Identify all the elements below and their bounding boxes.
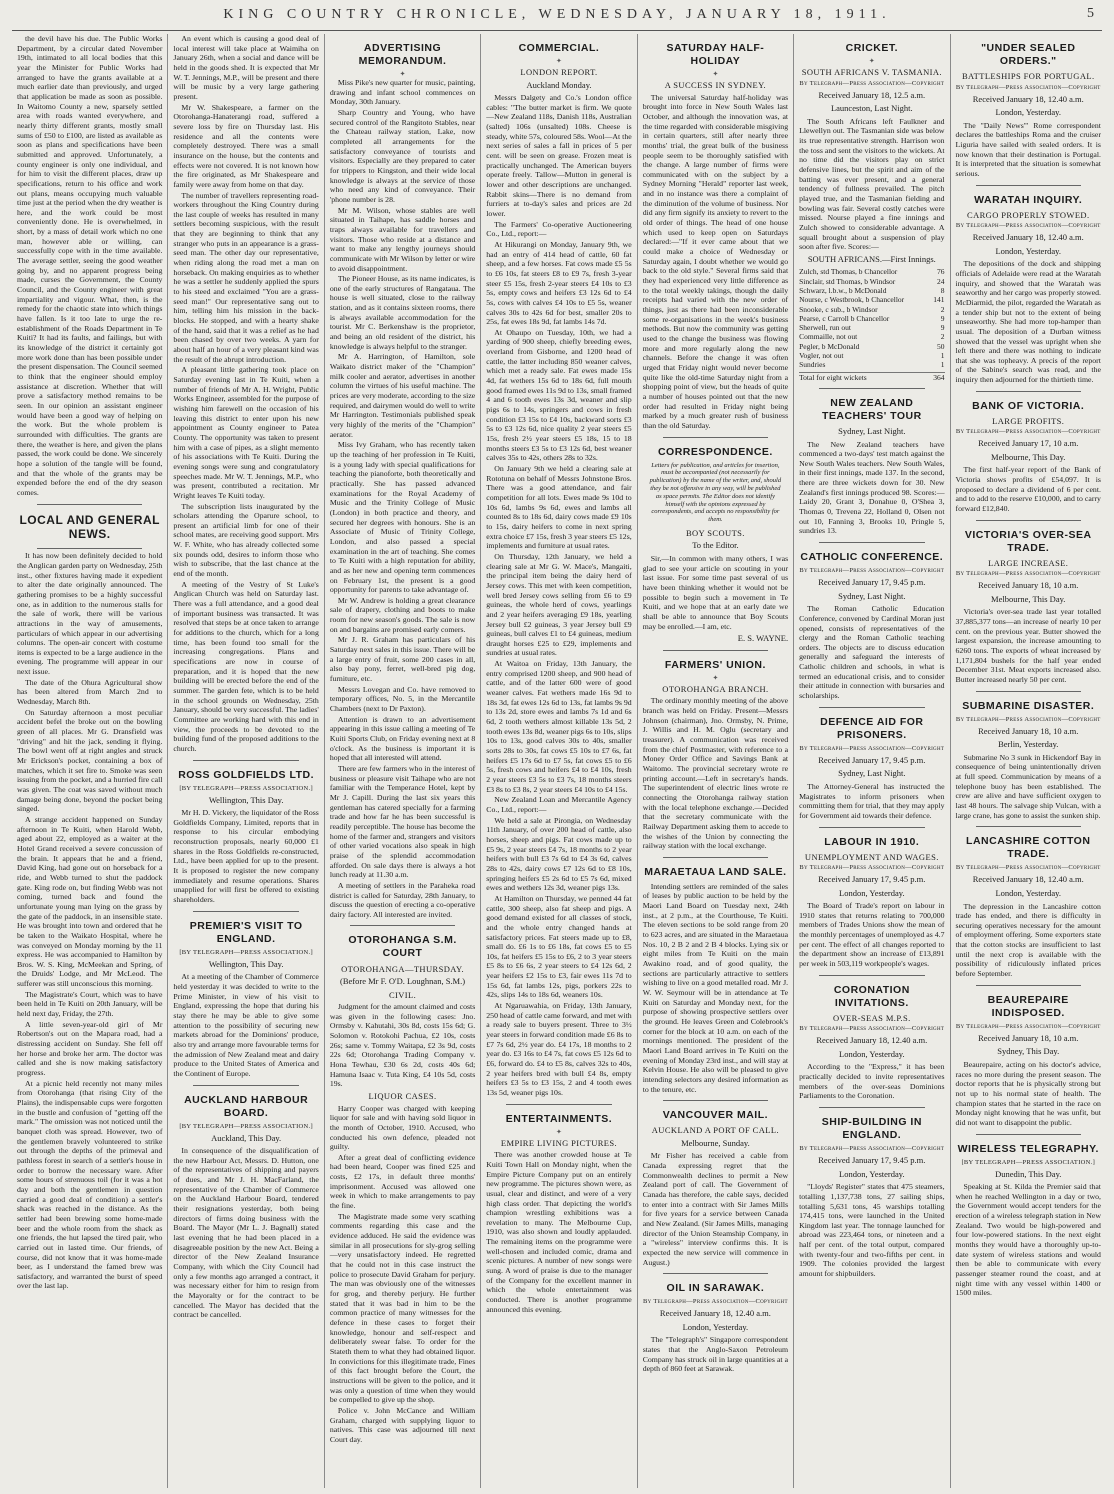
- divider: [976, 391, 1081, 392]
- article-heading: PREMIER'S VISIT TO ENGLAND.: [189, 919, 303, 945]
- column-5: [638, 34, 794, 1488]
- byline: By Telegraph—Press Association—Copyright: [955, 864, 1101, 872]
- runs: 2: [940, 304, 945, 314]
- letter-text: Sir,—In common with many others, I was glad to see your article on scouting in your last issue. For some time past several of us have been thinking whether it would not be possible to begin such a movement in Te Kuiti, and we hope that at an early date we shall be able to announce that Boy Scouts may be enrolled.—I am, etc.: [642, 553, 789, 631]
- paragraph: At Waitoa on Friday, 13th January, the entry comprised 1200 sheep, and 900 head of cattle, and of the latter 600 were of good weaner calves. Fat wethers made 16s 9d to 18s 3d, fat ewes 12s 6d to 13s, fat lambs 9s 9d to 13s 2d, store ewes and lambs 7s 1d and 6s 6d, 2 tooth wethers almost killable 13s 5d, 2 tooth ewes 13s 8d, weaner pigs 6s to 10s, slips 10s to 13s, good calves 30s to 40s, smaller sorts 28s to 30s, fat cows £5 10s to £7 6s, fat heifers £5 17s 6d to £7 5s, fat cows £5 to £6 5s, fresh cows and heifers £4 to £4 10s, fresh 2 year steers £3 5s to £3 7s, 18 months steers £3 8s to £3 8s, 2 year steers £4 10s to £4 15s.: [486, 659, 632, 794]
- article-heading: DEFENCE AID FOR PRISONERS.: [820, 715, 924, 741]
- article-heading: VANCOUVER MAIL.: [662, 1109, 769, 1122]
- article-heading: CATHOLIC CONFERENCE.: [800, 551, 944, 564]
- dateline: Melbourne, This Day.: [991, 593, 1066, 604]
- runs: 9: [940, 313, 945, 323]
- scorecard-total: [799, 372, 944, 382]
- received-line: Received January 18, 12.40 a.m.: [972, 93, 1084, 104]
- article-heading: BEAUREPAIRE INDISPOSED.: [987, 993, 1069, 1019]
- article-heading: LOCAL AND GENERAL NEWS.: [19, 512, 160, 542]
- entertainments-text: [486, 1150, 631, 1314]
- byline: By Telegraph—Press Association—Copyright: [799, 79, 945, 87]
- paragraph: On January 9th we held a clearing sale at Rototuna on behalf of Messrs Johnstone Bros. There was a good attendance, and fair competition for all lots. Ewes made 9s 10d to 10s 6d, lambs 9s 6d, ewes and lambs all counted 8s to 18s 6d, dairy cows made £9 10s to 15s, dairy heifers to come in next spring extra choice £7 15s, fresh 3 year steers £5 12s, implements and furniture at usual rates.: [486, 464, 632, 551]
- batsman: Pegler, b McDonald: [799, 341, 860, 351]
- subheading: SOUTH AFRICANS V. TASMANIA.: [801, 67, 942, 78]
- paragraph: At Ohaupo on Tuesday, 10th, we had a yarding of 900 sheep, chiefly breeding ewes, overland from Gisborne, and 1200 head of cattle, the latter including 850 weaner calves, which met a ready sale. Fat ewes made 15s 4d, fat wethers 15s 6d to 18s 6d, full mouth good framed ewes 11s 9d to 13s, small framed 4 and 6 tooth ewes 13s 3d, weaner and slip pigs 6s to 14s, springers and cows in fresh condition £3 15s to £4 10s, backward sorts £3 5s to £3 12s 6d, nice quality 2 year steers £5 15s, fresh 2½ year steers £5 18s, 15 to 18 months steers £3 5s to £3 12s 6d, best weaner calves 35s to 42s, others 28s to 32s.: [486, 327, 632, 463]
- subheading: UNEMPLOYMENT AND WAGES.: [804, 851, 939, 862]
- subheading: CARGO PROPERLY STOWED.: [967, 209, 1090, 220]
- advertising-text: [330, 78, 475, 919]
- received-line: Received January 17, 9.45 p.m.: [818, 1155, 926, 1166]
- article-text: The "Telegraph's" Singapore correspondent states that the Anglo-Saxon Petroleum Company has struck oil in large quantities at a depth of 860 feet at Sarawak.: [642, 1335, 789, 1374]
- dateline: Melbourne, Sunday.: [681, 1137, 750, 1148]
- article-text: The first half-year report of the Bank of Victoria shows profits of £54,097. It is proposed to declare a dividend of 6 per cent. and to add to the reserve £10,000, and to carry forward £12,840.: [955, 465, 1101, 514]
- paragraph: the devil have his due. The Public Works Department, by a circular dated November 19th, intimated to all local bodies that this year the Minister for Public Works had arranged to have the grants available at a much earlier date than previously, and urged that application be made as soon as possible. In Waitomo County a new, sparsely settled area with roads wanted everywhere, and nearly thirty different grants, mostly small sums of £50 to £100, are listed as available as soon as plans and specifications have been submitted and approved. Unfortunately, a county engineer is only one individual, and for him to visit the different places, draw up specifications, return to his office and work out plans, means occupying much valuable time just at the period when the dry weather is here, and the work could be most conveniently done. He is overwhelmed, in short, by a mass of detail work which no one man, however able or willing, can successfully cope with in the time available. The average settler, seeing the good weather going by, and no apparent progress being made, curses the Government, the County Council, and the County engineer with great impartiality and vigour. What, then, is the remedy for the chaotic state into which things have fallen. Is it too late to urge the re-establishment of the Roads Department in Te Kuiti? It had its faults, and failings, but with its knowledge of the district it certainly got more work done than has been possible under the present dispensation. The Council seemed to think that the engineer should employ assistance at discretion. Whether that will prove a satisfactory method remains to be seen. In our opinion an assistant engineer would have been a good way of helping on the work. But the whole problem is surrounded with difficulties. The grants are there, the weather is here, and given the plans passed, the work could be done. We sincerely hope a solution of the tangle will be found, and that the whole of the grants may be expended before the end of the dry season comes.: [17, 34, 163, 497]
- paragraph: Attention is drawn to an advertisement appearing in this issue calling a meeting of Te Kuiti Sports Club, on Friday evening next at 8 o'clock. As the business is important it is hoped that all interested will attend.: [329, 714, 476, 763]
- batsman: Sundries: [799, 360, 826, 370]
- subheading: LONDON REPORT.: [520, 67, 598, 78]
- article-heading: WARATAH INQUIRY.: [974, 193, 1083, 206]
- dateline: London, Yesterday.: [995, 107, 1062, 118]
- column-1: [12, 34, 168, 1488]
- byline: By Telegraph—Press Association—Copyright: [955, 428, 1101, 436]
- paragraph: A strange accident happened on Sunday afternoon in Te Kuiti, when Harold Webb, aged about 22, employed as a waiter at the Hotel Grand received a severe concussion of the brain. It appears that he and a friend, David King, had gone out on horseback for a ride, and Webb turned to shut the paddock gate. King rode on, but finding Webb was not coming, turned back and found the unfortunate young man lying on the grass by the gate of the paddock, in an insensible state. He was brought into town and ordered that he be taken to the Waikato Hospital, where he was conveyed on Monday morning by the 11 express. He was accompanied to Hamilton by Bros. W. S. King, McMeekan and Spring, of the Druids' Lodge, and Mr McLeod. The sufferer was still unconscious this morning.: [17, 814, 163, 989]
- article-heading: "UNDER SEALED ORDERS.": [981, 42, 1076, 68]
- article-text: The Roman Catholic Education Conference, convened by Cardinal Moran just opened, consists of representatives of the clergy and the Roman Catholic teaching orders. The objects are to discuss education generally and safeguard the interests of Catholic children and schools, in what is termed an educational crisis, and to consider their attitude in connection with bursaries and scholarships.: [799, 604, 945, 701]
- batsman: Vogler, not out: [799, 351, 844, 361]
- divider: [976, 691, 1081, 692]
- column-2: [168, 34, 324, 1488]
- divider: [819, 827, 924, 828]
- masthead-rule: [12, 30, 1102, 31]
- article-text: Beaurepaire, acting on his doctor's advice, races no more during the present season. The doctor reports that he is physically strong but not up to his normal state of health. The champion states that he started in the race on Monday night knowing that he was unfit, but did not want to disappoint the public.: [955, 1059, 1101, 1127]
- article-text: The Attorney-General has instructed the Magistrates to inform prisoners when committing them for trial, that they may apply for Government aid towards their defence.: [799, 781, 945, 820]
- received-line: Received January 18, 10 a.m.: [978, 580, 1079, 591]
- paragraph: The Magistrate made some very scathing comments regarding this case and the evidence adduced. He said the evidence was similar in all prosecutions for sly-grog selling—very unsatisfactory indeed. He regretted that he could not in this case instruct the police to prosecute David Graham for perjury. The man was obviously one of the witnesses for grog, and thereby perjury. He further stated that it was bad in him to be the common practice of many witnesses for the defence in these cases to forget their knowledge, honour and self-respect and deliberately swear false. To order for the Stateth them to what they had obtained liquor. In convictions for this illegitimate trade, Fines of this fact brought before the Court, the instructions will be given to the police, and it was only a question of time when they would be compelled to give up the shop.: [329, 1211, 476, 1405]
- column-7: [951, 34, 1106, 1488]
- runs: 2: [940, 332, 945, 342]
- score-row: [799, 295, 944, 304]
- subheading: LARGE PROFITS.: [992, 415, 1065, 426]
- article-heading: AUCKLAND HARBOUR BOARD.: [184, 1093, 309, 1119]
- byline: By Telegraph—Press Association—Copyright: [799, 567, 945, 575]
- runs: 9: [940, 323, 945, 333]
- total-label: Total for eight wickets: [799, 372, 867, 382]
- article-text: "Lloyds' Register" states that 475 steamers, totalling 1,137,738 tons, 27 sailing ships, totalling 5,631 tons, 45 warships totalling 174,415 tons, were launched in the United Kingdom last year. The tonnage launched for abroad was 223,464 tons, or nineteen and a half per cent. of the total output, compared with twenty-four and two-fifths per cent. in 1909. The colonies provided the largest amount for shipbuilders.: [799, 1182, 945, 1279]
- innings-title: SOUTH AFRICANS.—First Innings.: [807, 253, 936, 264]
- page-number: 5: [1087, 6, 1094, 21]
- byline: [BY TELEGRAPH—PRESS ASSOCIATION.]: [179, 948, 313, 956]
- byline: By Telegraph—Press Association—Copyright: [799, 744, 945, 752]
- ornament: ✦: [556, 57, 562, 66]
- paragraph: Mr J. R. Graham has particulars of his Saturday next sales in this issue. There will be a large entry of fruit, some 200 cases in all, also bay pony, ferret, well-bred pig dog, furniture, etc.: [329, 635, 476, 684]
- byline: By Telegraph—Press Association—Copyright: [799, 864, 945, 872]
- received-line: Received January 18, 12.5 a.m.: [818, 89, 926, 100]
- subheading: CIVIL.: [388, 989, 417, 1000]
- paragraph: The number of travellers representing road-workers throughout the King Country during the last couple of weeks has resulted in many settlers becoming suspicious, with the result that they are beginning to think that any stranger who puts in an appearance is a grass-seed man. The other day our representative, when riding along the road met a man on horseback. On making enquiries as to whether he was a settler he suddenly applied the spurs to his steed and exclaimed "You are a grass-seed man!" Our representative sang out to him, telling him his mission in the back-blocks. He stopped, and with a hearty shake of the hand, said that it was a relief as he had been chased by over two weeks. A yarn for about half an hour of a very pleasant kind was the result of the abrupt introduction.: [173, 190, 319, 364]
- divider: [663, 1100, 768, 1101]
- commercial-text: [486, 93, 631, 1098]
- received-line: Received January 18, 10 a.m.: [978, 1032, 1079, 1043]
- article-text: The "Daily News'" Rome correspondent declares the battleships Roma and the cruiser Liguria have sailed with sealed orders. It is now known that their destination is Portugal. It is interpreted that the situation is somewhat serious.: [955, 120, 1101, 178]
- dateline: London, Yesterday.: [995, 887, 1062, 898]
- paragraph: We held a sale at Pirongia, on Wednesday 11th January, of over 200 head of cattle, also horses, sheep and pigs. Fat cows made up to £5 9s, 2 year steers £4 7s, 18 months to 2 year heifers with bull £3 7s 6d to £4 3s 6d, calves 28s to 42s, dairy cows £7 12s 6d to £8 10s, springing heifers £5 2s 6d to £5 7s 6d, mixed ewes and wethers 12s 3d, weaner pigs 13s.: [486, 815, 632, 893]
- divider: [350, 925, 455, 926]
- article-heading: SHIP-BUILDING IN ENGLAND.: [821, 1116, 922, 1142]
- divider: [976, 985, 1081, 986]
- article-heading: ROSS GOLDFIELDS LTD.: [178, 768, 315, 781]
- masthead-title: KING COUNTRY CHRONICLE, WEDNESDAY, JANUARY 18, 1911.: [223, 7, 891, 22]
- paragraph: The Farmers' Co-operative Auctioneering Co., Ltd., report:—: [486, 219, 632, 239]
- paragraph: The Magistrate's Court, which was to have been held in Te Kuiti on 20th January, will be held next day, Friday, the 27th.: [17, 989, 163, 1019]
- article-heading: ADVERTISING MEMORANDUM.: [358, 42, 447, 68]
- subheading: OVER-SEAS M.P.S.: [832, 1012, 911, 1023]
- paragraph: At Hamilton on Thursday, we penned 44 fat cattle, 300 sheep, also fat sheep and pigs. A good demand existed for all classes of stock, and the whole entry changed hands at satisfactory prices. Fat steers made up to £8, small do. £6 1s to £6 18s, fat cows £5 to £5 10s, fat heifers £5 15s to £6, 2 to 3 year steers £5 8s to £6 6s, 2 year steers to £4 12s 6d, 2 year heifers £2 15s to £3, fair ewes 11s 7d to 15s 6d, fat lambs 12s, pigs, porkers 22s to 42s, slips 14s to 18s 6d, weaners 10s.: [486, 893, 632, 1000]
- total-value: 364: [933, 372, 945, 382]
- subheading: BATTLESHIPS FOR PORTUGAL.: [961, 71, 1095, 82]
- divider: [819, 707, 924, 708]
- column-6: [794, 34, 950, 1488]
- dateline: London, Yesterday.: [839, 1168, 905, 1179]
- article-heading: FARMERS' UNION.: [664, 658, 766, 671]
- editorial-text: [17, 34, 162, 498]
- article-heading: SUBMARINE DISASTER.: [962, 699, 1095, 712]
- dateline: (Before Mr F. O'D. Loughnan, S.M.): [340, 976, 466, 987]
- divider: [663, 1273, 768, 1274]
- byline: By Telegraph—Press Association—Copyright: [799, 1145, 945, 1153]
- article-heading: CRICKET.: [845, 42, 899, 54]
- paragraph: Mr W. Shakespeare, a farmer on the Otorohanga-Hanaterangi road, suffered a severe loss by fire on Thursday last. His residence and all the contents were completely destroyed. There was a small insurance on the house, but the contents and effects were not covered. It is not known how the fire originated, as Mr Shakespeare and family were away from home on that day.: [173, 102, 319, 189]
- article-heading: LANCASHIRE COTTON TRADE.: [966, 835, 1091, 861]
- article-text: In consequence of the disqualification of the new Harbour Act, Messrs. D. Hutton, one of the representatives of shipping and payers of dues, and Mr J. H. MacFarland, the representative of the Chamber of Commerce on the Auckland Harbour Board, tendered their resignations yesterday, both being directors of firms doing business with the Board. The Mayor (Mr L. J. Bagnall) stated last evening that he had been placed in a disagreeable position by the new Act. Being a director of the New Zealand Insurance Company, with which the City Council had only a few months ago arranged a contract, it was necessary either for him to resign from the Mayoralty or for the contract to be cancelled. The Mayor has decided that the contract be cancelled.: [173, 1146, 319, 1320]
- divider: [37, 504, 142, 505]
- divider: [663, 437, 768, 438]
- article-text: According to the "Express," it has been practically decided to invite representatives members of the over-seas Dominions Parliaments to the Coronation.: [799, 1062, 945, 1101]
- divider: [819, 388, 924, 389]
- byline: [BY TELEGRAPH—PRESS ASSOCIATION.]: [179, 1122, 313, 1130]
- divider: [506, 1104, 611, 1105]
- paragraph: A pleasant little gathering took place on Saturday evening last in Te Kuiti, when a number of friends of Mr A. H. Wright, Public Works Engineer, assembled for the purpose of wishing him farewell on the occasion of his leaving this district to enter upon his new appointment as County engineer to Patea County. The opportunity was taken to present him with a case of pipes, as a slight memento of his associations with Te Kuiti. During the evening songs were sung and congratulatory speeches made. Mr W. T. Jennings, M.P., who was present, contributed a recitation. Mr Wright leaves Te Kuiti today.: [173, 365, 319, 500]
- paragraph: On Thursday, 12th January, we held a clearing sale at Mr G. W. Mace's, Mangaiti, the principal item being the dairy herd of Jersey cows. This met with keen competition, well bred Jersey cows selling from £6 to £9 guineas, the whole herd of cows, yearlings and 2 year heifers averaging £9 18s, yearling Jersey bull £2 guineas, 3 year Jersey bull £9 guineas, bull calves £1 to £4 guineas, medium draught horses £25 to £29, implements and sundries at usual rates.: [486, 551, 632, 658]
- divider: [976, 520, 1081, 521]
- received-line: Received January 17, 10 a.m.: [978, 438, 1079, 449]
- article-heading: COMMERCIAL.: [518, 42, 600, 54]
- paragraph: Mr A. Harrington, of Hamilton, sole Waikato district maker of the "Champion" milk cooler and aerator, advertises in another column the virtues of his useful machine. The prices are very moderate, according to the size required, and dairymen would do well to write Mr Harrington. Testimonials published speak very highly of the merits of the "Champion" aerator.: [329, 352, 476, 439]
- score-row: [799, 351, 944, 360]
- article-text: The depositions of the dock and shipping officials of Adelaide were read at the Waratah inquiry, and showed that the Waratah was seaworthy and her cargo was properly stowed. McDiarmid, the pilot, regarded the Waratah as a tender ship but not to the extent of being unseaworthy. She had more top-hamper than usual. The deposition of a Durban witness showed that the vessel was upright when she left there and there was nothing to indicate that she was topheavy. A precis of the report of the Sabine's search was read, and the inquiry then adjourned for the thirtieth time.: [955, 259, 1101, 385]
- batsman: Nourse, c Westbrook, b Chancellor: [799, 295, 905, 305]
- dateline: Auckland, This Day.: [211, 1132, 282, 1143]
- divider: [193, 1085, 298, 1086]
- byline: [BY TELEGRAPH—PRESS ASSOCIATION.]: [961, 1158, 1096, 1166]
- score-row: [799, 332, 944, 341]
- subheading: OTOROHANGA—THURSDAY.: [341, 963, 464, 974]
- received-line: Received January 17, 9.45 p.m.: [818, 754, 926, 765]
- paragraph: Sharp Country and Young, who have secured control of the Rangitoto Stables, near the Chateau railway station, Lake, now completed all arrangements for the satisfactory conveyance of tourists and visitors. Especially are they prepared to cater for trippers to Kingston, and their wide local knowledge is always at the service of those who need any kind of conveyance. Their 'phone number is 28.: [329, 108, 476, 204]
- byline: [BY TELEGRAPH—PRESS ASSOCIATION.]: [179, 784, 313, 792]
- article-heading: VICTORIA'S OVER-SEA TRADE.: [964, 528, 1092, 554]
- received-line: Received January 17, 9.45 p.m.: [818, 577, 926, 588]
- runs: 50: [937, 341, 945, 351]
- paragraph: A meeting of the Vestry of St Luke's Anglican Church was held on Saturday last. There was a full attendance, and a good deal of important business was transacted. It was resolved that steps be at once taken to arrange for additions to the church, which for a long time, has been found too small for the increasing congregations. Plans and specifications are now in course of preparation, and it is hoped that the new building will be erected before the end of the summer. The garden fete, which is to be held in the school grounds on Wednesday, 25th January, should be very successful. The ladies' Committee are working hard with this end in view, the proceeds to be devoted to the building fund of the proposed additions to the church.: [173, 579, 319, 753]
- score-row: [799, 286, 944, 295]
- subheading: LARGE INCREASE.: [988, 557, 1069, 568]
- dateline: London, Yesterday.: [682, 1321, 749, 1332]
- dateline: Melbourne, This Day.: [991, 451, 1066, 462]
- divider: [976, 1134, 1081, 1135]
- article-heading: BANK OF VICTORIA.: [972, 399, 1085, 412]
- column-3: [325, 34, 481, 1488]
- article-text: Submarine No 3 sunk in Hickendorf Bay in consequence of being unintentionally driven at full speed. Communication by means of a telephone buoy has been established. The crew are alive and have sufficient oxygen to last 48 hours. The salvage ship Vulcan, with a large crane, has gone to assist the sunken ship.: [955, 752, 1101, 820]
- paragraph: It has now been definitely decided to hold the Anglican garden party on Wednesday, 25th inst., other fixtures having made it expedient to alter the date originally announced. The gathering promises to be a highly successful one, as in addition to the numerous stalls for the sale of work, there will be various attractions in the way of amusements, particulars of which appear in our advertising columns. The open-air concert with costume items is expected to be a large audience in the evening. The programme will appear in our next issue.: [17, 551, 163, 677]
- court-text: [330, 1104, 475, 1445]
- article-heading: ENTERTAINMENTS.: [505, 1112, 613, 1125]
- paragraph: At a picnic held recently not many miles from Otorohanga (that rising City of the Plains), the indispensable cups were forgotten in the bustle and confusion of "getting off the mark." The omission was not noticed until the banquet cloth was spread. However, two of the gentlemen bravely volunteered to strike out through the depths of the primeval and pathless forest in search of a settler's house in order to borrow the necessary ware. After some hours of strenuous toil (for it was a hot day and both the gentlemen in question carried a good deal of condition) a settler's shack was reached in the distance. As the settler had been brewing some home-made beer and the whole room from the shack as one friends, the hut lapsed the tired pair, who carried out in lasted time. Our friends, of course, did not know that it was home-made beer, as I understand the famed brew was satisfactory, and warranted the burst of speed over the last lap.: [17, 1078, 163, 1291]
- batsman: Commaille, not out: [799, 332, 858, 342]
- subheading: OTOROHANGA BRANCH.: [662, 683, 769, 694]
- dateline: Wellington, This Day.: [208, 794, 284, 805]
- paragraph: New Zealand Loan and Mercantile Agency Co., Ltd., report:—: [486, 795, 632, 814]
- received-line: Received January 18, 10 a.m.: [978, 725, 1079, 736]
- local-news-text: [17, 551, 162, 1291]
- paragraph: Messrs Dalgety and Co.'s London office cables: "The butter market is firm. We quote—New Zealand 118s, Danish 118s, Australian (salted) 106s (unsalted) 108s. Cheese is steady, white 57s, coloured 58s. Wool—At the next series of sales a fall in prices of 5 per cent. will be seen on grease. Frozen meat is practically unchanged. The American buyers operate freely. Tallow—Mutton in general is lower and other descriptions are unchanged. Rabbit skins—There is no demand from furriers at to-day's sales and prices are 2d lower.: [486, 93, 632, 218]
- score-row: [799, 305, 944, 314]
- byline: By Telegraph—Press Association—Copyright: [955, 570, 1101, 578]
- runs: 141: [933, 295, 945, 305]
- divider: [663, 650, 768, 651]
- dateline: Sydney, Last Night.: [838, 425, 906, 436]
- dateline: Auckland Monday.: [526, 79, 592, 90]
- paragraph: At Ngaruawahia, on Friday, 13th January, 250 head of cattle came forward, and met with a ready sale to buyers present. Three to 3½ year steers in forward condition made £6 8s to £7 7s 6d, 2½ year do. £4 17s, 18 months to 2 year do. £3 16s to £4 7s, fat cows £5 12s 6d to £6, forward do. £4 to £5 8s, calves 32s to 40s, 2 year heifers bred with bull £4 8s, empty heifers £3 5s to £3 15s, 2 and 4 tooth ewes 13s 5d, weaner pigs 10s.: [486, 1001, 632, 1098]
- byline: By Telegraph—Press Association—Copyright: [955, 222, 1101, 230]
- paragraph: The subscription lists inaugurated by the scholars attending the Oparure school, to present an artificial limb for one of their school mates, are receiving good support. Mrs W. F. White, who has already collected some six pounds odd, desires to inform those who wish to subscribe, that the last chance at the end of the month.: [173, 501, 319, 579]
- score-row: [799, 314, 944, 323]
- divider: [193, 760, 298, 761]
- received-line: Received January 17, 9.45 p.m.: [818, 874, 926, 885]
- paragraph: The date of the Ohura Agricultural show has been altered from March 2nd to Wednesday, March 8th.: [17, 677, 163, 707]
- batsman: Zulch, std Thomas, b Chancellor: [799, 267, 898, 277]
- article-heading: WIRELESS TELEGRAPHY.: [957, 1142, 1099, 1155]
- divider: [819, 975, 924, 976]
- runs: 8: [940, 285, 945, 295]
- ornament: ✦: [712, 673, 719, 682]
- article-heading: CORONATION INVITATIONS.: [833, 983, 910, 1009]
- dateline: Dunedin, This Day.: [995, 1168, 1062, 1179]
- local-news-continued: [173, 34, 318, 754]
- divider: [193, 911, 298, 912]
- article-text: The New Zealand teachers have commenced a two-days' test match against the New South Wales teachers. New South Wales, in their first innings, made 137. In the second, there are three wickets down for 30. New Zealand's first innings produced 98. Scores:—Laidy 20, Grant 3, Donahue 0, O'Shea 3, Thomas 0, Trevena 22, Holland 0, Olsen not out 10, Fanning 3, Brooks 10, Pringle 5, sundries 13.: [799, 439, 945, 536]
- paragraph: At Hikurangi on Monday, January 9th, we had an entry of 414 head of cattle, 60 fat sheep, and a few horses. Fat cows made £5 5s to £6 10s, fat steers £8 to £9 7s, fresh 3-year steer £5 15s, fresh 2-year steers £4 10s to £3 5s, empty cows and heifers £3 12s 6d to £4 5s, cows with calves £4 10s to £5 5s, weaner calves 30s to 42s 6d for best, smaller 20s to 25s, fat ewes 18s 9d, fat lambs 14s 7d.: [486, 239, 632, 327]
- byline: By Telegraph—Press Association—Copyright: [955, 83, 1101, 91]
- dateline: Launceston, Last Night.: [830, 103, 913, 114]
- article-heading: OIL IN SARAWAK.: [666, 1282, 765, 1295]
- paragraph: After a great deal of conflicting evidence had been heard, Cooper was fined £25 and costs, £2 17s, in default three months' imprisonment. Accused was allowed one week in which to make arrangements to pay the fine.: [329, 1152, 476, 1211]
- article-text: Mr Fisher has received a cable from Canada expressing regret that the Commonwealth declines to permit a New Zealand port of call. The Government of Canada has therefore, the cable says, decided to enter into a contract with Sir James Mills for five years for a service between Canada and New Zealand. (Sir James Mills, managing director of the Union Steamship Company, in a "wireless" interview confirms this. It is expected the new service will commence in August.): [642, 1151, 789, 1267]
- score-row: [799, 277, 944, 286]
- dateline: Sydney, This Day.: [997, 1046, 1060, 1057]
- article-text: The depression in the Lancashire cotton trade has ended, and there is difficulty in securing operatives necessary for the amount of employment offering. Some exporters state that the cotton stocks are insufficient to last until the next crop is available with the possibility of ridiculously inflated prices before September.: [955, 901, 1101, 979]
- score-row: [799, 342, 944, 351]
- received-line: Received January 18, 12.40 a.m.: [972, 232, 1084, 243]
- paragraph: The Pioneer House, as its name indicates, is one of the early structures of Rangataua. The house is well situated, close to the railway station, and as it contains sixteen rooms, there is always available accommodation for the tourist. Mr C. Berkenshaw is the proprietor, and being an old resident of the district, his knowledge is always helpful to the stranger.: [329, 274, 476, 351]
- article-text: The ordinary monthly meeting of the above branch was held on Friday. Present—Messrs Johnson (chairman), Jno. Ormsby, N. Prime, J. Willis and H. M. Oglu (secretary and treasurer). A communication was received from the chief Postmaster, with reference to a Money Order Office and Savings Bank at Waitomo. The provincial secretary wrote re printing account.—Left in secretary's hands. The superintendent of electric lines wrote re connecting the Otorohanga railway station with the local telephone exchange.—Decided that the secretary communicate with the Railway Department asking them to accede to the wishes of the Union by connecting the railway station with the local exchange.: [642, 696, 789, 851]
- ornament: ✦: [399, 70, 406, 79]
- subheading: BOY SCOUTS.: [685, 527, 745, 538]
- article-heading: OTOROHANGA S.M. COURT: [348, 934, 457, 960]
- paragraph: Mr W. Andrew is holding a great clearance sale of drapery, clothing and boots to make room for new season's goods. The sale is now on and bargains are promised early comers.: [329, 595, 476, 634]
- editorial-notice: Letters for publication, and articles for insertion, must be accompanied (not necessarily for publication) by the name of the writer, and, should they be not offensive in any way, will be published as space permits. The Editor does not identify himself with the opinions expressed by correspondents, and accepts no responsibility for them.: [649, 461, 782, 524]
- column-container: [12, 34, 1106, 1488]
- ornament: ✦: [712, 70, 719, 79]
- batsman: Sinclair, std Thomas, b Windsor: [799, 276, 896, 286]
- article-heading: MARAETAUA LAND SALE.: [644, 865, 787, 878]
- article-text: Speaking at St. Kilda the Premier said that when he reached Wellington in a day or two, the Government would accept tenders for the erection of a wireless telegraph station in New Zealand. Two would be high-powered and four low-powered stations. In the next eight months they would have a thoroughly up-to-date system of wireless stations and would then be able to communicate with every passenger steamer round the coast, and at night time with any vessel within 1400 or 1500 miles.: [955, 1182, 1101, 1298]
- subheading: EMPIRE LIVING PICTURES.: [500, 1137, 618, 1148]
- received-line: Received January 18, 12.40 a.m.: [972, 874, 1084, 885]
- received-line: Received January 18, 12.40 a.m.: [659, 1308, 771, 1319]
- score-row: [799, 360, 944, 369]
- runs: 24: [937, 276, 945, 286]
- paragraph: An event which is causing a good deal of local interest will take place at Waimiha on January 26th, when a social and dance will be held in the goods shed. It is expected that Mr W. T. Jennings, M.P., will be present and there will be music by a very large gathering present.: [173, 34, 319, 101]
- divider: [819, 542, 924, 543]
- divider: [663, 857, 768, 858]
- paragraph: There are few farmers who in the interest of business or pleasure visit Taihape who are not familiar with the Temperance Hotel, kept by Mr J. Capill. During the last six years this gentleman has catered specially for a farming trade and how far he has been successful is readily perceptible. The house has become the home of the farmer and, strangers and visitors of other varied vocations also speak in high praise of the splendid accommodation afforded. On sale days there is always a hot lunch ready at 11.30 a.m.: [329, 763, 476, 880]
- batsman: Sherwell, run out: [799, 323, 851, 333]
- dateline: Sydney, Last Night.: [838, 590, 906, 601]
- scorecard-table: [799, 267, 944, 369]
- article-text: The Board of Trade's report on labour in 1910 states that returns relating to 700,000 members of Trades Unions show the mean of the monthly percentages of unemployed as 4.7 per cent. The effect of all changes reported to the department show an increase of £13,891 per week in 503,119 workpeople's wages.: [799, 901, 945, 969]
- signature: E. S. WAYNE.: [737, 633, 789, 644]
- article-heading: NEW ZEALAND TEACHERS' TOUR: [821, 396, 922, 422]
- runs: 1: [940, 360, 945, 370]
- subheading: AUCKLAND A PORT OF CALL.: [651, 1125, 780, 1136]
- byline: By Telegraph—Press Association—Copyright: [799, 1025, 945, 1033]
- court-text: [330, 1002, 475, 1089]
- masthead: [20, 4, 1094, 26]
- column-4: [481, 34, 637, 1488]
- article-heading: LABOUR IN 1910.: [824, 835, 920, 848]
- score-row: [799, 267, 944, 276]
- paragraph: Mr M. Wilson, whose stables are well situated in Taihape, has saddle horses and traps always available for travellers and visitors. Those who reside at a distance and want to make any lengthy journeys should communicate with Mr Wilson by letter or wire to avoid disappointment.: [329, 205, 476, 273]
- paragraph: Judgment for the amount claimed and costs was given in the following cases: Jno. Ormsby v. Kahutahi, 30s 8d, costs 15s 6d; G. Solomon v. Rotokohi Pachua, £2 10s, costs 26s; same v. Tommy Waitapa, £2 3s 9d, costs 22s 6d; Otorohanga Trading Company v. Hona Tewhau, £30 6s 2d, costs 40s 6d; Hamuna Isaac v. Tuta King, £4 10s 5d, costs 19s.: [329, 1002, 476, 1089]
- divider: [819, 1107, 924, 1108]
- paragraph: Police v. John McCance and William Graham, charged with supplying liquor to natives. This case was adjourned till next Court day.: [329, 1405, 476, 1444]
- divider: [37, 548, 142, 549]
- subheading: A SUCCESS IN SYDNEY.: [664, 80, 767, 91]
- article-heading: CORRESPONDENCE.: [657, 445, 773, 458]
- ornament: ✦: [868, 57, 875, 66]
- runs: 76: [937, 267, 945, 277]
- dateline: London, Yesterday.: [839, 887, 905, 898]
- dateline: London, Yesterday.: [995, 245, 1062, 256]
- article-text: The universal Saturday half-holiday was brought into force in New South Wales last October, and although the innovation was, at the time regarded with considerable misgiving in certain quarters, still after nearly three months' trial, the great bulk of the business people seem to be thoroughly satisfied with the change. A large number of firms were communicated with on the subject by a Sydney Morning "Herald" reporter last week, and in no instance was there a complaint of the diminution of the volume of business. Nor did any firm signify its anxiety to revert to the old order of things. The head of one house which used to keep open on Saturdays declared:—"If it ever came about that we could make a choice of Wednesday or Saturday again, I doubt whether we would go back to the old style." Several firms said that they had experienced very little difference as to the total weekly takings, though the daily receipts had varied with the new order of things, just as there had been inconsiderable some re-organisations in the week's business methods. But now the community was getting used to the change the business was flowing more and more regularly along the new channels. Before the change it was often urged that Friday night would never become quite like the old-time Saturday night from a shopping point of view, but the heads of quite a number of houses pointed out that the new order had resulted in Friday night being marked by a much greater rush of business than the old Saturday.: [642, 92, 789, 430]
- dateline: Berlin, Yesterday.: [998, 739, 1059, 750]
- ornament: ✦: [556, 1127, 562, 1136]
- paragraph: Messrs Lovegan and Co. have removed to temporary offices, No. 5, in the Mercantile Chambers (next to Dr Paxton).: [329, 684, 476, 714]
- batsman: Schwarz, l.b.w., b McDonald: [799, 285, 887, 295]
- batsman: Pearse, c Carroll b Chancellor: [799, 313, 890, 323]
- paragraph: A little seven-year-old girl of Mr Robertson's out on the Mapara road, had a distressing accident on Sunday. She fell off her horse and broke her arm. The doctor was called and she is now making satisfactory progress.: [17, 1019, 163, 1078]
- article-text: The South Africans left Faulkner and Llewellyn out. The Tasmanian side was below its true representative strength. Harrison won the toss and sent the visitors to the wickets. At no time did the visitors play on strict defensive lines, but the spirit and aim of the batting was ever present, and a general tendency of fullness prevailed. The pitch played true, and the Tasmanian fielding and bowling was fair. Several costly catches were missed. Nourse played a fine innings and Zulch showed to considerable advantage. A squall brought about a suspension of play soon after five. Scores:—: [799, 116, 945, 252]
- paragraph: Miss Pike's new quarter for music, painting, drawing and infant school commences on Monday, 30th January.: [329, 78, 476, 107]
- paragraph: Miss Ivy Graham, who has recently taken up the teaching of her profession in Te Kuiti, is a young lady with special qualifications for teaching the pianoforte, both theoretically and practically. She has passed advanced examinations for the Royal Academy of Music and the Trinity College of Music (London) in both practice and theory, and secured her degrees with honours. She is an Associate of Music of Trinity College, London, and also passed a special examination in the art of teaching. She comes to Te Kuiti with a high reputation for ability, and as her new and opening term commences on February 1st, the present is a good opportunity for parents to take advantage of.: [329, 440, 476, 595]
- paragraph: On Saturday afternoon a most peculiar accident befel the broke out on the bowling green of all places. Mr G. Dransfield was "driving" and hit the jack, sending it flying. The bowl went off at right angles and struck Mr Erickson's pocket, containing a box of matches, which it set fire to. Smoke was seen issuing from the pocket, and a hurried fire call was given. The coat was saved without much damage being done, beyond the pocket being singed.: [17, 707, 163, 814]
- byline: By Telegraph—Press Association—Copyright: [642, 1298, 788, 1306]
- article-text: Mr H. D. Vickery, the liquidator of the Ross Goldfields Company, Limited, reports that in response to his circular embodying reconstruction proposals, nearly 60,000 £1 shares in the Ross Goldfields re-constructed, Ltd., have been applied for up to the present. It is proposed to register the new company immediately and resume operations. Shares unapplied for will first be offered to existing shareholders.: [173, 808, 319, 905]
- runs: 1: [940, 351, 945, 361]
- dateline: London, Yesterday.: [839, 1048, 905, 1059]
- article-text: Victoria's over-sea trade last year totalled 37,885,377 tons—an increase of nearly 10 per cent. on the previous year. Butter showed the largest expansion, the increase amounting to 6260 tons. The exports of wheat increased by 1,171,804 bushels for the half year ended December 31st. Meat exports increased also. Butter increased nearly 50 per cent.: [955, 607, 1101, 684]
- dateline: Wellington, This Day.: [208, 958, 284, 969]
- divider: [976, 826, 1081, 827]
- batsman: Snooke, c sub., b Windsor: [799, 304, 878, 314]
- paragraph: Harry Cooper was charged with keeping liquor for sale and with having sold liquor in the month of October, 1910. Accused, who conducted his own defence, pleaded not guilty.: [329, 1103, 476, 1152]
- byline: By Telegraph—Press Association—Copyright: [955, 1022, 1101, 1030]
- article-text: At a meeting of the Chamber of Commerce held yesterday it was decided to write to the Prime Minister, in view of his visit to England, expressing the hope that during his stay there he may be able to give some attention to the possibility of securing new markets abroad for the Dominions' produce, also try and arrange more favourable terms for the admission of New Zealand meat and dairy produce to the United States of America and the Continent of Europe.: [173, 972, 319, 1078]
- paragraph: There was another crowded house at Te Kuiti Town Hall on Monday night, when the Empire Picture Company put on an entirely new programme. The pictures shown were, as usual, clear and distinct, and were of a very high class order. That depicting the world's champion wrestling exhibitions was a revelation to many. The Melbourne Cup, 1910, was also shown and loudly applauded. The remaining items on the programme were well-chosen and included comic, drama and scenic pictures. A number of new songs were sung. A word of praise is due to the manager of the Company for the excellent manner in which the whole entertainment was conducted. There is another programme announced this evening.: [486, 1150, 632, 1314]
- article-heading: SATURDAY HALF-HOLIDAY: [666, 42, 765, 68]
- score-row: [799, 323, 944, 332]
- paragraph: A meeting of settlers in the Paraheka road district is called for Saturday, 28th January, to discuss the question of erecting a co-operative dairy factory. All interested are invited.: [329, 880, 476, 919]
- article-text: Intending settlers are reminded of the sales of leases by public auction to be held by the Maori Land Board on Tuesday next, 24th inst., at 2 p.m., at the Courthouse, Te Kuiti. The eleven sections to be sold range from 20 to 623 acres, and are situated in the Maraetaua Nos. 10, 2 B 2 and 2 B 4 blocks. Lying six or eight miles from Te Kuiti on the main Awakino road, and of good quality, the sections are particularly attractive to settlers wishing to live on a good metalled road. Mr J. W. W. Seymour will be in attendance at Te Kuiti on Saturday and Monday next, for the purpose of showing prospective settlers over the ground. He leaves Green and Colebrook's corner for the block at 10 a.m. on each of the mornings mentioned. The president of the Maori Land Board arrives in Te Kuiti on the evening of Monday 23rd inst., and will stay at Kelvin House. He also will be pleased to give intending selectors any desired information as to the tenure, etc.: [642, 881, 789, 1094]
- subheading: LIQUOR CASES.: [368, 1091, 437, 1101]
- byline: By Telegraph—Press Association—Copyright: [955, 715, 1101, 723]
- divider: [976, 185, 1081, 186]
- received-line: Received January 18, 12.40 a.m.: [816, 1035, 928, 1046]
- salutation: To the Editor.: [692, 540, 739, 551]
- dateline: Sydney, Last Night.: [838, 768, 906, 779]
